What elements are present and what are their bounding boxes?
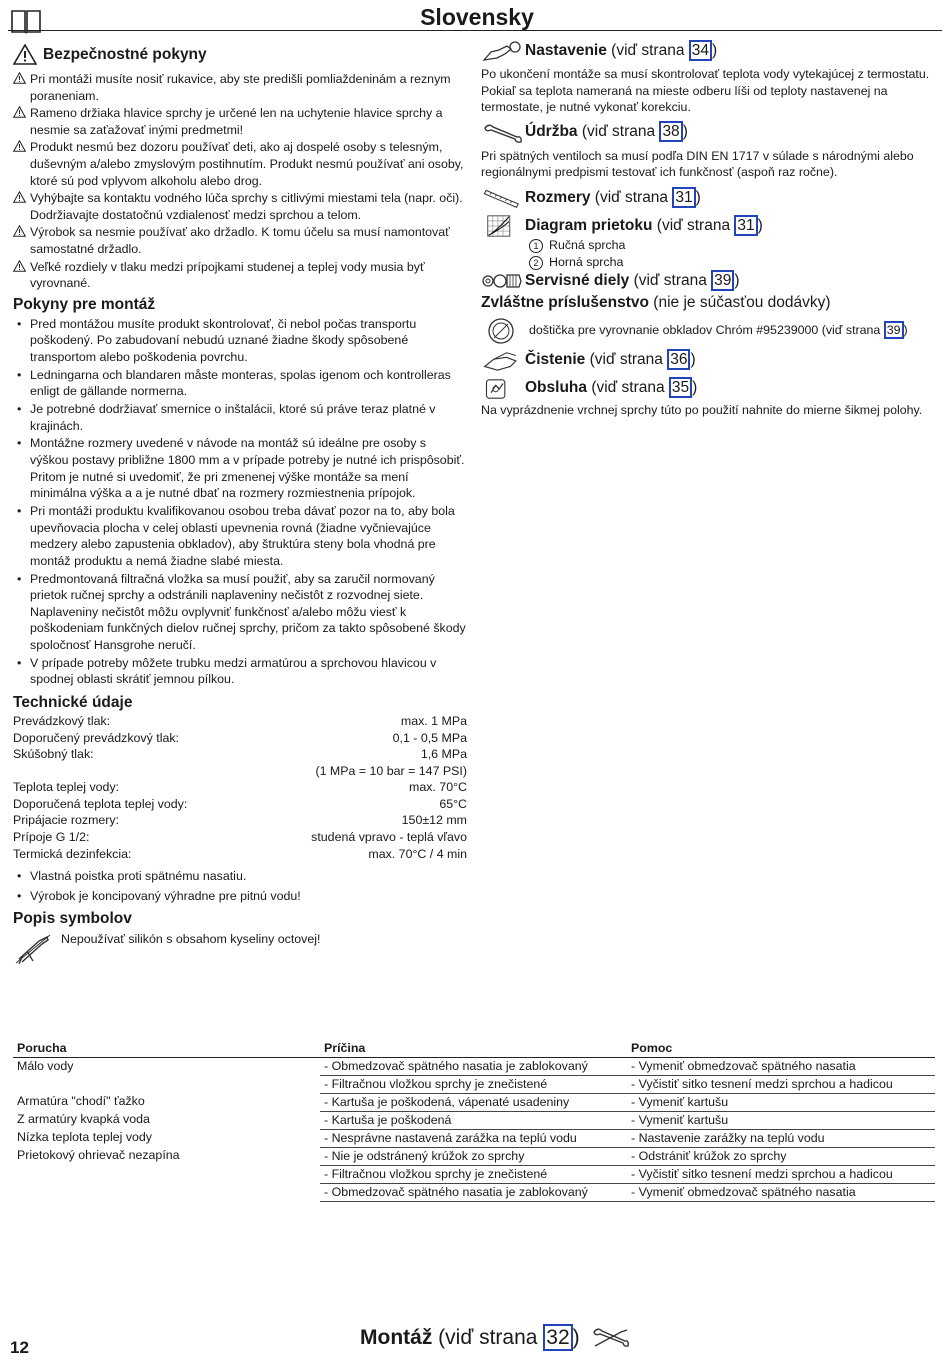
udrzba-text: Pri spätných ventiloch sa musí podľa DIN EN 1717 v súlade s národnými alebo regionálnymi predpismi testovať ich funkčnosť (aspoň raz ročne). xyxy=(481,148,914,180)
safety-list xyxy=(13,71,467,292)
page-link[interactable]: 38 xyxy=(659,121,682,142)
servis-title: Servisné diely xyxy=(525,271,630,289)
cistenie-title: Čistenie xyxy=(525,351,586,369)
tile-plate-icon xyxy=(481,316,525,346)
legend-item: 2 Horná sprcha xyxy=(529,254,941,271)
montaz-footer: Montáž (viď strana 32 ) xyxy=(360,1324,631,1352)
safety-item: Rameno držiaka hlavice sprchy je určené len na uchytenie hlavice sprchy a nesmie sa zaťažovať inými predmetmi! xyxy=(13,105,467,138)
obsluha-text: Na vyprázdnenie vrchnej sprchy túto po použití nahnite do mierne šikmej polohy. xyxy=(481,402,923,417)
operation-icon xyxy=(481,378,525,400)
nastavenie-text: Po ukončení montáže sa musí skontrolovať teplota vody vytekajúcej z termostatu. Pokiaľ sa teplota nameraná na mieste odberu líši od teploty nastavenej na termostate, je nutné vykonať korekciu. xyxy=(481,67,930,115)
spec-row: Doporučená teplota teplej vody: 65°C xyxy=(13,796,467,811)
table-header-row xyxy=(13,1040,935,1057)
udrzba-title: Údržba xyxy=(525,123,578,141)
spare-parts-icon xyxy=(481,270,525,292)
table-row: - Obmedzovač spätného nasatia je zablokovaný - Vymeniť obmedzovač spätného nasatia xyxy=(13,1183,935,1201)
install-list xyxy=(13,316,467,688)
table-row: - Filtračnou vložkou sprchy je znečistené - Vyčistiť sitko tesnení medzi sprchou a hadicou xyxy=(13,1075,935,1093)
table-row: Nízka teplota teplej vody - Nesprávne nastavená zarážka na teplú vodu - Nastavenie zarážky na teplú vodu xyxy=(13,1129,935,1147)
column-header: Pomoc xyxy=(627,1040,935,1057)
safety-item: Veľké rozdiely v tlaku medzi prípojkami studenej a teplej vody musia byť vyrovnané. xyxy=(13,259,467,292)
safety-item: Výrobok sa nesmie používať ako držadlo. K tomu účelu sa musí namontovať samostatné držadlo. xyxy=(13,224,467,257)
obsluha-title: Obsluha xyxy=(525,379,588,397)
zvlastne-text: doštička pre vyrovnanie obkladov Chróm #95239000 (viď strana xyxy=(529,323,884,338)
spec-row: (1 MPa = 10 bar = 147 PSI) xyxy=(315,763,467,778)
list-item: • Vlastná poistka proti spätnému nasatiu. xyxy=(13,868,467,885)
zvlastne-row: doštička pre vyrovnanie obkladov Chróm #95239000 (viď strana 39 ) xyxy=(481,316,941,346)
montaz-title: Montáž xyxy=(360,1326,433,1349)
rozmery-heading: Rozmery (viď strana 31 ) xyxy=(481,187,941,209)
page-link[interactable]: 39 xyxy=(884,321,904,339)
tech-title: Technické údaje xyxy=(13,693,133,711)
zvlastne-title: Zvláštne príslušenstvo xyxy=(481,294,649,312)
column-header: Príčina xyxy=(320,1040,627,1057)
list-item: • Pri montáži produktu kvalifikovanou osobou treba dávať pozor na to, aby bola upevňovacia plocha v celej oblasti upevnenia rovná (žiadne vyčnievajúce medzery alebo zapustenia obkladov), aby štruktúra steny bola vhodná pre montáž produktu a nemá žiadne slabé miesta. xyxy=(13,503,467,569)
cistenie-heading: Čistenie (viď strana 36 ) xyxy=(481,350,941,372)
ruler-icon xyxy=(481,187,525,209)
page-number: 12 xyxy=(10,1338,29,1357)
tech-notes xyxy=(13,868,467,904)
page-link[interactable]: 34 xyxy=(689,40,712,61)
nastavenie-heading: Nastavenie (viď strana 34 ) xyxy=(481,40,941,62)
column-header: Porucha xyxy=(13,1040,320,1057)
table-row: Armatúra "chodí" ťažko - Kartuša je poškodená, vápenaté usadeniny - Vymeniť kartušu xyxy=(13,1093,935,1111)
diagram-legend xyxy=(481,237,941,270)
cleaning-hand-icon xyxy=(481,350,525,372)
list-item: • Je potrebné dodržiavať smernice o inštalácii, ktoré sú práve teraz platné v krajinách. xyxy=(13,401,467,434)
spec-row: Termická dezinfekcia: max. 70°C / 4 min xyxy=(13,846,467,861)
table-row: Z armatúry kvapká voda - Kartuša je poškodená - Vymeniť kartušu xyxy=(13,1111,935,1129)
list-item: • Ledningarna och blandaren måste monteras, spolas igenom och kontrolleras enligt de gällande normerna. xyxy=(13,367,467,400)
legend-item: 1 Ručná sprcha xyxy=(529,237,941,254)
page-link[interactable]: 31 xyxy=(672,187,695,208)
page-link[interactable]: 35 xyxy=(669,377,692,398)
adjust-hand-icon xyxy=(481,40,525,62)
page-link[interactable]: 32 xyxy=(543,1324,572,1351)
servis-heading: Servisné diely (viď strana 39 ) xyxy=(481,270,941,292)
list-item: • Montážne rozmery uvedené v návode na montáž sú ideálne pre osoby s výškou postavy približne 1800 mm a v prípade potreby je nutné ich prispôsobiť. Pritom je nutné si uvedomiť, že pri zmenenej výške montáže sa mení minimálna výška a a je nutné dbať na rozmery rozmiestnenia prípojok. xyxy=(13,435,467,501)
spec-row: Teplota teplej vody: max. 70°C xyxy=(13,780,467,795)
list-item: • Pred montážou musíte produkt skontrolovať, či nebol počas transportu poškodený. Po zabudovaní nebudú uznané žiadne škody spôsobené transportom alebo poškodenia povrchu. xyxy=(13,316,467,366)
safety-item: Pri montáži musíte nosiť rukavice, aby ste predišli pomliaždeninám a reznym poraneniam. xyxy=(13,71,467,104)
warning-icon xyxy=(13,260,26,272)
table-row: - Filtračnou vložkou sprchy je znečistené - Vyčistiť sitko tesnení medzi sprchou a hadicou xyxy=(13,1165,935,1183)
warning-icon xyxy=(13,44,37,65)
warning-icon xyxy=(13,140,26,152)
symbol-text: Nepoužívať silikón s obsahom kyseliny octovej! xyxy=(61,932,321,947)
safety-item: Produkt nesmú bez dozoru používať deti, ako aj dospelé osoby s telesným, duševným a/alebo zmyslovým postihnutím. Produkt nesmú používať ani osoby, ktoré sú pod vplyvom alkoholu alebo drog. xyxy=(13,139,467,189)
left-column xyxy=(13,44,467,965)
flow-diagram-icon xyxy=(481,215,525,237)
spec-row: Doporučený prevádzkový tlak: 0,1 - 0,5 MPa xyxy=(13,730,467,745)
spec-row: Pripájacie rozmery: 150±12 mm xyxy=(13,813,467,828)
spec-row: Prevádzkový tlak: max. 1 MPa xyxy=(13,713,467,728)
trouble-table xyxy=(13,1040,935,1202)
warning-icon xyxy=(13,225,26,237)
list-item: • Predmontovaná filtračná vložka sa musí použiť, aby sa zaručil normovaný prietok ručnej sprchy a odstránili naplaveniny nečistôt z rozvodnej siete. Naplaveniny nečistôt môžu ovplyvniť funkčnosť a/alebo môžu viesť k poškodeniam funkčných dielov ručnej sprchy, pričom za takto spôsobené škody spoločnosť Hansgrohe neručí. xyxy=(13,571,467,654)
rozmery-title: Rozmery xyxy=(525,188,591,206)
diagram-heading: Diagram prietoku (viď strana 31 ) xyxy=(481,215,941,237)
spec-row: Skúšobný tlak: 1,6 MPa xyxy=(13,747,467,762)
wrench-icon xyxy=(481,122,525,144)
safety-item: Vyhýbajte sa kontaktu vodného lúča sprchy s citlivými miestami tela (napr. oči). Dodržiavajte dostatočnú vzdialenosť medzi sprchou a telom. xyxy=(13,190,467,223)
install-title: Pokyny pre montáž xyxy=(13,295,156,313)
header-divider xyxy=(8,30,942,31)
obsluha-heading: Obsluha (viď strana 35 ) xyxy=(481,378,941,400)
table-row: Málo vody - Obmedzovač spätného nasatia je zablokovaný - Vymeniť obmedzovač spätného nasatia xyxy=(13,1057,935,1075)
warning-icon xyxy=(13,191,26,203)
tools-icon xyxy=(591,1326,631,1350)
safety-title: Bezpečnostné pokyny xyxy=(43,45,207,63)
silicone-gun-icon xyxy=(13,931,53,965)
list-item: • V prípade potreby môžete trubku medzi armatúrou a sprchovou hlavicou v spodnej oblasti skrátiť jemnou pílkou. xyxy=(13,655,467,688)
page-link[interactable]: 31 xyxy=(734,215,757,236)
page-link[interactable]: 36 xyxy=(667,349,690,370)
tech-specs xyxy=(13,713,467,862)
udrzba-heading: Údržba (viď strana 38 ) xyxy=(481,122,941,144)
symbol-row xyxy=(13,931,467,965)
page-link[interactable]: 39 xyxy=(711,270,734,291)
right-column xyxy=(481,40,941,424)
page-title: Slovensky xyxy=(420,4,534,30)
warning-icon xyxy=(13,106,26,118)
table-row: Prietokový ohrievač nezapína - Nie je odstránený krúžok zo sprchy - Odstrániť krúžok zo sprchy xyxy=(13,1147,935,1165)
safety-heading xyxy=(13,44,467,65)
nastavenie-title: Nastavenie xyxy=(525,41,607,59)
symbols-title: Popis symbolov xyxy=(13,910,132,928)
zvlastne-heading: Zvláštne príslušenstvo (nie je súčasťou dodávky) xyxy=(481,294,831,312)
warning-icon xyxy=(13,72,26,84)
diagram-title: Diagram prietoku xyxy=(525,216,653,234)
list-item: • Výrobok je koncipovaný výhradne pre pitnú vodu! xyxy=(13,888,467,905)
spec-row: Prípoje G 1/2: studená vpravo - teplá vľavo xyxy=(13,830,467,845)
